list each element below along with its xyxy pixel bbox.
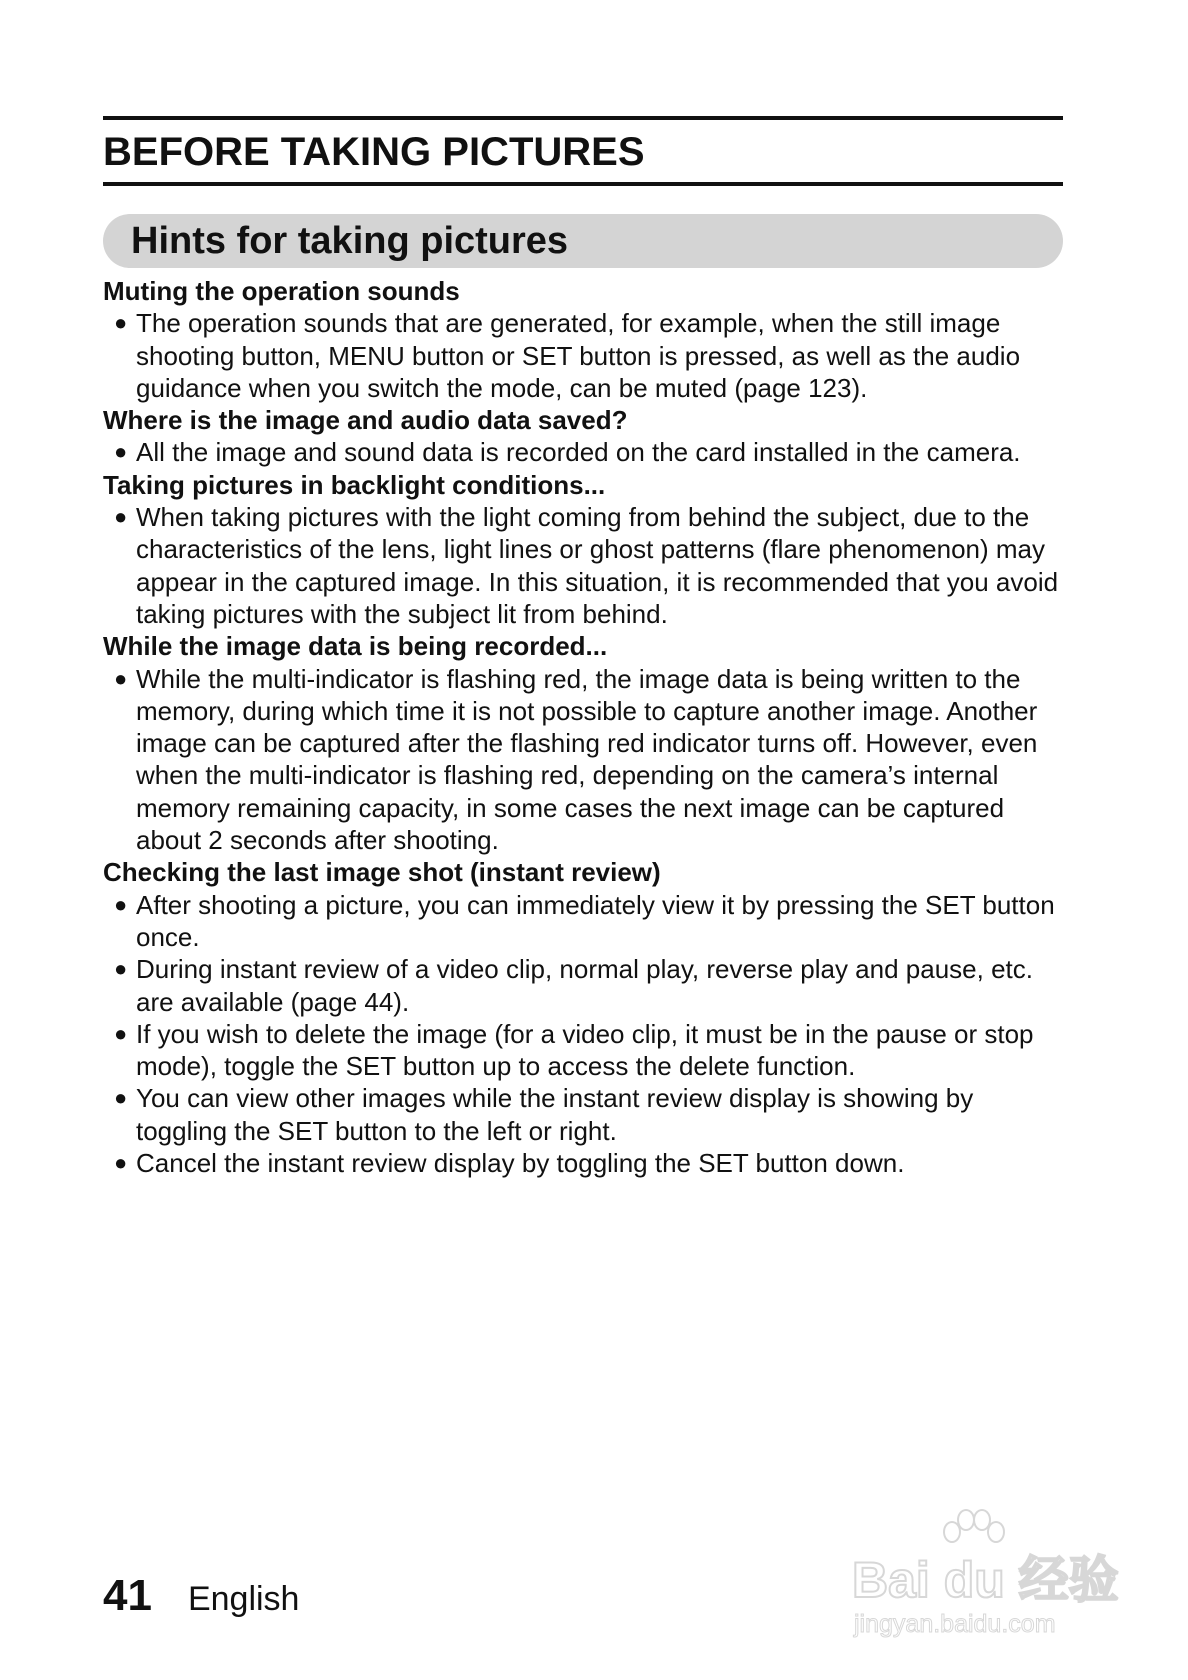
page-number: 41: [103, 1571, 152, 1620]
bullet-icon: ●: [114, 504, 128, 530]
bullet-item: [103, 307, 1063, 404]
bullet-item: [103, 501, 1063, 630]
topic-heading: Checking the last image shot (instant review): [103, 857, 661, 888]
bullet-item: [103, 1018, 1063, 1083]
bullet-text: When taking pictures with the light coming from behind the subject, due to the characteristics of the lens, light lines or ghost patterns (flare phenomenon) may appear in the captured image. In this situation, it is recommended that you avoid taking pictures with the subject lit from behind.: [136, 502, 1059, 629]
bullet-icon: ●: [114, 439, 128, 465]
bullet-icon: ●: [114, 1020, 128, 1046]
topic-heading: Taking pictures in backlight conditions...: [103, 469, 606, 500]
topic-heading: Muting the operation sounds: [103, 276, 460, 306]
bullet-icon: ●: [114, 665, 128, 691]
bullet-item: [103, 663, 1063, 857]
bullet-list: [103, 889, 1063, 1180]
bullet-text: Cancel the instant review display by toggling the SET button down.: [136, 1148, 905, 1179]
bullet-text: You can view other images while the instant review display is showing by toggling the SET button to the left or right.: [136, 1083, 974, 1146]
bullet-icon: ●: [114, 1085, 128, 1111]
bullet-text: All the image and sound data is recorded on the card installed in the camera.: [136, 437, 1021, 468]
topic-heading: While the image data is being recorded...: [103, 631, 608, 662]
bullet-item: [103, 889, 1063, 954]
topic-backlight: [103, 469, 1063, 630]
bullet-text: During instant review of a video clip, normal play, reverse play and pause, etc. are available (page 44).: [136, 954, 1033, 1017]
bullet-text: The operation sounds that are generated, for example, when the still image shooting button, MENU button or SET button is pressed, as well as the audio guidance when you switch the mode, can be muted (page 123).: [136, 308, 1021, 403]
topic-data-saved: [103, 404, 1063, 469]
section-title-bar: [103, 214, 1063, 268]
bullet-list: [103, 501, 1063, 630]
page-language: English: [187, 1580, 300, 1618]
bullet-item: [103, 436, 1063, 468]
bullet-item: [103, 1147, 1063, 1179]
hints-content: [103, 275, 1063, 1179]
bullet-list: [103, 436, 1063, 468]
baidu-watermark: [838, 1506, 1138, 1656]
bullet-list: [103, 307, 1063, 404]
bullet-icon: ●: [114, 310, 128, 336]
chapter-rule-top: [103, 116, 1063, 120]
bullet-item: [103, 953, 1063, 1018]
bullet-list: [103, 663, 1063, 857]
chapter-rule-bottom: [103, 182, 1063, 186]
topic-instant-review: [103, 856, 1063, 1179]
topic-muting-sounds: [103, 275, 1063, 404]
bullet-text: If you wish to delete the image (for a video clip, it must be in the pause or stop mode), toggle the SET button up to access the delete function.: [136, 1018, 1034, 1082]
page-footer: [103, 1566, 299, 1629]
bullet-item: [103, 1082, 1063, 1147]
watermark-url: jingyan.baidu.com: [854, 1610, 1056, 1638]
bullet-icon: ●: [114, 956, 128, 982]
watermark-logo-text: Bai du 经验: [852, 1552, 1119, 1608]
section-title: Hints for taking pictures: [131, 220, 569, 262]
topic-heading: Where is the image and audio data saved?: [103, 405, 628, 436]
bullet-icon: ●: [114, 891, 128, 917]
bullet-text: After shooting a picture, you can immediately view it by pressing the SET button once.: [136, 889, 1055, 952]
bullet-text: While the multi-indicator is flashing red, the image data is being written to the memory, during which time it is not possible to capture another image. Another image can be captured after the flashing red indicator turns off. However, even when the multi-indicator is flashing red, depending on the camera’s internal memory remaining capacity, in some cases the next image can be captured about 2 seconds after shooting.: [136, 663, 1038, 856]
topic-recording: [103, 630, 1063, 856]
chapter-title: BEFORE TAKING PICTURES: [103, 130, 645, 174]
bullet-icon: ●: [114, 1150, 128, 1176]
